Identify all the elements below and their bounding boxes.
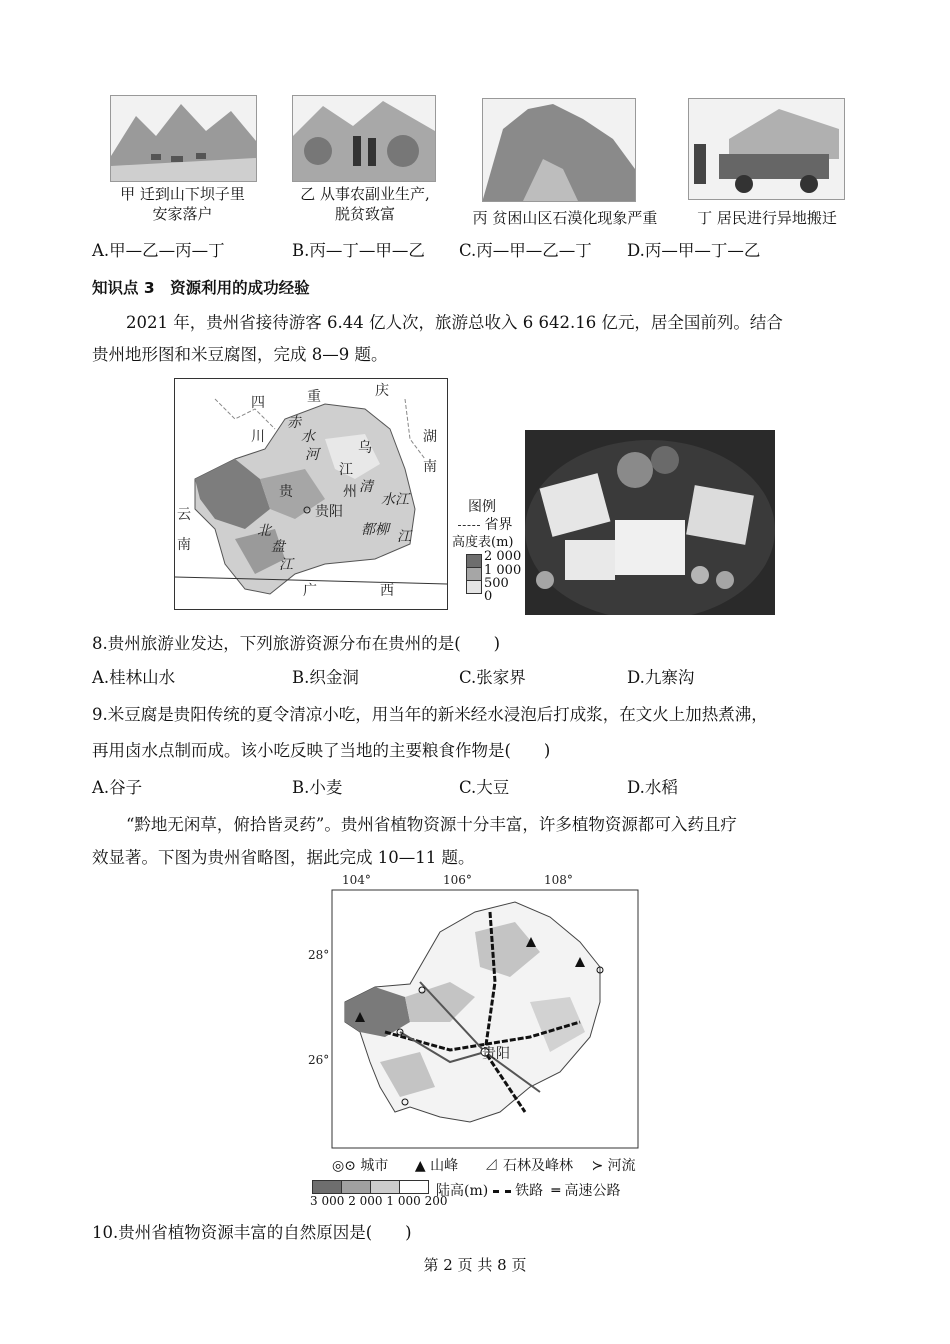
label-yun: 云: [177, 507, 191, 523]
map2-elevation-values: [310, 1194, 447, 1208]
stone-forest-icon: ⊿: [484, 1158, 499, 1174]
q8-option-a: A.桂林山水: [92, 668, 176, 687]
guizhou-sketch-map: [300, 872, 650, 1202]
section-title: 知识点 3 资源利用的成功经验: [92, 279, 310, 297]
lat-28: 28°: [308, 948, 330, 962]
illustration-ding: [688, 98, 845, 200]
label-xi: 西: [380, 583, 394, 599]
legend-height-title: 高度表(m): [452, 535, 514, 550]
border-line-icon: [458, 525, 480, 526]
illustration-yi: [292, 95, 436, 182]
label-duliu: 都柳: [361, 522, 389, 538]
lat-26: 26°: [308, 1053, 330, 1067]
label-jiang: 江: [339, 462, 353, 478]
swatch-2000-map2: [341, 1180, 371, 1194]
legend-railway: 铁路: [515, 1183, 544, 1199]
label-jiang3: 江: [279, 557, 293, 573]
swatch-500: [466, 580, 482, 594]
label-zhou: 州: [343, 484, 357, 500]
city-icon: ◎⊙: [332, 1158, 356, 1174]
lon-108: 108°: [544, 873, 573, 887]
label-shuijiang: 水江: [381, 492, 409, 508]
river-icon: ≻: [591, 1158, 604, 1174]
rice-tofu-photo: [525, 430, 775, 615]
illustration-jia: [110, 95, 257, 182]
q7-option-a: A.甲—乙—丙—丁: [92, 241, 225, 260]
q7-option-d: D.丙—甲—丁—乙: [627, 241, 761, 260]
caption-yi: [280, 184, 450, 224]
q8-option-c: C.张家界: [459, 668, 526, 687]
q8-option-b: B.织金洞: [292, 668, 359, 687]
legend-elevation-label: 陆高(m): [436, 1183, 489, 1199]
label-wu: 乌: [358, 440, 372, 456]
q9-stem-line1: 9.米豆腐是贵阳传统的夏令清凉小吃，用当年的新米经水浸泡后打成浆，在文火上加热煮沸，: [92, 705, 768, 724]
map2-legend-row1: [332, 1155, 636, 1177]
caption-jia-line2: 安家落户: [152, 205, 213, 223]
map2-city-guiyang: 贵阳: [482, 1046, 510, 1062]
label-hu: 湖: [423, 429, 437, 445]
caption-yi-line1: 乙 从事农副业生产,: [300, 185, 430, 203]
legend-title: 图例: [468, 499, 496, 515]
label-guiyang: 贵阳: [315, 504, 343, 520]
mountain-village-image: [111, 96, 256, 181]
legend-value-2000: 2 000: [484, 549, 522, 564]
rice-tofu-image: [525, 430, 775, 615]
legend-highway: 高速公路: [564, 1183, 621, 1199]
legend-peak: 山峰: [430, 1158, 459, 1174]
label-qing: 庆: [375, 383, 389, 399]
elev-200: 200: [424, 1194, 448, 1208]
caption-bing-line1: 丙 贫困山区石漠化现象严重: [472, 209, 658, 227]
label-nan: 南: [423, 459, 437, 475]
intro2-line1: “黔地无闲草，俯拾皆灵药”。贵州省植物资源十分丰富，许多植物资源都可入药且疗: [126, 815, 737, 834]
label-shui: 水: [301, 429, 315, 445]
q9-option-a: A.谷子: [92, 778, 143, 797]
elev-1000: 1 000: [386, 1194, 421, 1208]
map2-elevation-scale: [312, 1180, 432, 1194]
label-he: 河: [305, 447, 319, 463]
farming-image: [293, 96, 435, 181]
railway-icon: [493, 1190, 511, 1193]
label-pan: 盘: [271, 539, 285, 555]
legend-stone-forest: 石林及峰林: [503, 1158, 573, 1174]
caption-jia-line1: 甲 迁到山下坝子里: [120, 185, 245, 203]
intro1-line1: 2021 年，贵州省接待游客 6.44 亿人次，旅游总收入 6 642.16 亿元，居全国前列。结合: [126, 313, 783, 332]
label-gui: 贵: [279, 484, 293, 500]
label-jiang2: 江: [397, 529, 411, 545]
caption-jia: [100, 184, 265, 224]
rocky-desertification-image: [483, 99, 635, 201]
q9-option-d: D.水稻: [627, 778, 678, 797]
elev-3000: 3 000: [310, 1194, 345, 1208]
label-si: 四: [251, 395, 265, 411]
legend-city: 城市: [360, 1158, 389, 1174]
label-chuan: 川: [251, 429, 265, 445]
legend-border: [452, 516, 532, 534]
label-guang: 广: [303, 583, 317, 599]
terrain-map-svg: [175, 379, 447, 609]
swatch-1000-map2: [370, 1180, 400, 1194]
swatch-3000: [312, 1180, 342, 1194]
caption-bing: [455, 208, 675, 228]
legend-value-0: 0: [484, 589, 493, 604]
map1-legend: [452, 498, 532, 613]
illustration-bing: [482, 98, 636, 202]
swatch-2000: [466, 554, 482, 568]
elev-2000: 2 000: [348, 1194, 383, 1208]
intro2-line2: 效显著。下图为贵州省略图，据此完成 10—11 题。: [92, 848, 475, 867]
lon-106: 106°: [443, 873, 472, 887]
legend-height-scale: [452, 549, 532, 604]
label-yunnan: 南: [177, 537, 191, 553]
sketch-map-svg: [300, 872, 650, 1202]
q7-option-b: B.丙—丁—甲—乙: [292, 241, 425, 260]
legend-value-1000: 1 000: [484, 563, 522, 578]
legend-river: 河流: [607, 1158, 636, 1174]
relocation-truck-image: [689, 99, 844, 199]
q8-stem: 8.贵州旅游业发达，下列旅游资源分布在贵州的是( ): [92, 634, 501, 653]
caption-yi-line2: 脱贫致富: [334, 205, 395, 223]
guizhou-terrain-map: [174, 378, 448, 610]
q9-option-c: C.大豆: [459, 778, 510, 797]
q10-stem: 10.贵州省植物资源丰富的自然原因是( ): [92, 1223, 412, 1242]
label-bei: 北: [257, 523, 271, 539]
q7-option-c: C.丙—甲—乙—丁: [459, 241, 592, 260]
label-qing2: 清: [359, 479, 373, 495]
swatch-200: [399, 1180, 429, 1194]
map2-legend-row2: [436, 1180, 620, 1202]
q9-option-b: B.小麦: [292, 778, 343, 797]
legend-value-500: 500: [484, 576, 509, 591]
label-chong: 重: [307, 389, 321, 405]
caption-ding-line1: 丁 居民进行异地搬迁: [697, 209, 837, 227]
intro1-line2: 贵州地形图和米豆腐图，完成 8—9 题。: [92, 345, 388, 364]
legend-border-label: 省界: [484, 517, 513, 533]
q8-option-d: D.九寨沟: [627, 668, 695, 687]
peak-legend-icon: ▲: [414, 1158, 426, 1174]
page-footer: 第 2 页 共 8 页: [423, 1256, 527, 1274]
q9-stem-line2: 再用卤水点制而成。该小吃反映了当地的主要粮食作物是( ): [92, 741, 551, 760]
label-chi: 赤: [287, 415, 301, 431]
caption-ding: [682, 208, 852, 228]
highway-icon: ═: [551, 1183, 560, 1199]
lon-104: 104°: [342, 873, 371, 887]
swatch-1000: [466, 567, 482, 581]
